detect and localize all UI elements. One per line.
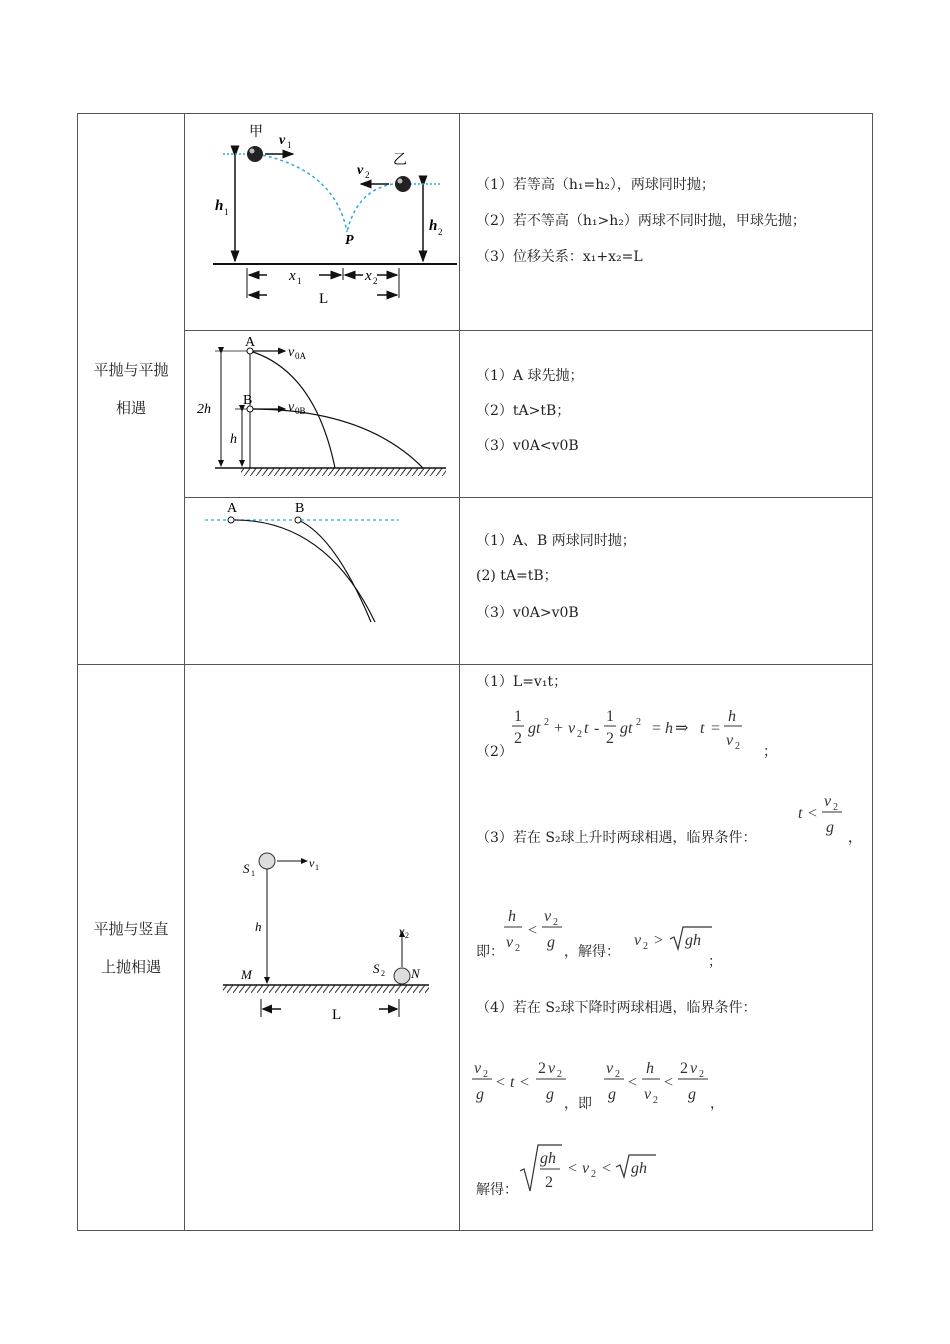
label-v1-sub: 1 [287, 140, 292, 150]
label-x1: x [289, 268, 296, 284]
label-v0B-sub: 0B [295, 406, 306, 416]
formula-7 [518, 1141, 658, 1199]
label-v2-sub: 2 [365, 170, 370, 180]
svg-text:<: < [520, 1074, 530, 1091]
ball-B2 [295, 517, 301, 523]
svg-text:v: v [690, 1060, 698, 1077]
svg-text:2: 2 [544, 717, 549, 728]
ball-A2 [228, 517, 234, 523]
label-v2-2-sub: 2 [405, 931, 409, 940]
s2-line3-end: ， [848, 830, 862, 846]
svg-text:g: g [546, 1086, 554, 1103]
s2-line7: 解得： [476, 1182, 518, 1198]
s2-line2-prefix: （2） [476, 744, 513, 760]
svg-text:2: 2 [577, 729, 582, 740]
r1-line3: （3）位移关系：x₁+x₂=L [476, 249, 643, 265]
svg-text:2: 2 [553, 917, 558, 928]
svg-text:2: 2 [653, 1095, 658, 1106]
r1-line2: （2）若不等高（h₁>h₂）两球不同时抛，甲球先抛； [476, 213, 806, 229]
svg-text:v: v [582, 1160, 590, 1177]
svg-text:<: < [602, 1160, 612, 1177]
section-label-2-line1: 平抛与竖直 [93, 919, 169, 938]
svg-text:2: 2 [833, 802, 838, 813]
svg-text:v: v [506, 934, 514, 951]
svg-text:-: - [594, 720, 600, 737]
trajectory-B2 [298, 520, 371, 622]
label-v0A: v [288, 345, 295, 360]
ball-jia [247, 146, 263, 162]
svg-text:<: < [628, 1074, 638, 1091]
svg-text:<: < [664, 1074, 674, 1091]
svg-text:t: t [700, 720, 705, 737]
ball-S1 [259, 853, 275, 869]
figure-cell-3 [185, 498, 460, 665]
svg-text:2: 2 [557, 1069, 562, 1080]
label-v1: v [279, 133, 286, 148]
figure-cell-2 [185, 331, 460, 498]
label-v2-2: v [399, 924, 405, 938]
label-v1-2: v [309, 856, 315, 870]
section-label-1 [78, 114, 185, 665]
label-B: B [243, 393, 253, 408]
label-N: N [411, 966, 420, 981]
ball-yi [395, 176, 411, 192]
svg-text:2: 2 [538, 1060, 546, 1077]
svg-text:t: t [584, 720, 589, 737]
trajectory-B [250, 409, 423, 468]
svg-text:v: v [548, 1060, 556, 1077]
svg-text:gt: gt [620, 720, 633, 737]
content-table [77, 113, 873, 1231]
figure-cell-1 [185, 114, 460, 331]
section-label-1-line1: 平抛与平抛 [93, 361, 169, 379]
r2-line3: （3）v0A<v0B [476, 438, 579, 454]
svg-text:v: v [726, 732, 734, 749]
svg-text:2: 2 [606, 730, 614, 747]
svg-text:2: 2 [699, 1069, 704, 1080]
svg-text:t: t [510, 1074, 515, 1091]
svg-text:2: 2 [636, 717, 641, 728]
s2-line6-mid: ，即 [564, 1096, 592, 1112]
label-h-2: h [255, 919, 262, 934]
label-L: L [319, 291, 329, 307]
svg-text:<: < [808, 805, 818, 822]
svg-text:v: v [644, 1086, 652, 1103]
svg-text:t: t [798, 805, 803, 822]
svg-text:=: = [711, 720, 721, 737]
label-x2: x [365, 268, 372, 284]
svg-text:<: < [528, 922, 538, 939]
svg-text:h: h [728, 708, 736, 725]
label-M: M [241, 967, 252, 982]
s2-line6-end: ， [710, 1096, 724, 1112]
r1-line1: （1）若等高（h₁=h₂），两球同时抛； [476, 177, 715, 193]
label-h2: h [429, 218, 438, 234]
r2-line2: （2）tA>tB； [476, 403, 571, 419]
text-cell-1 [460, 114, 873, 331]
svg-text:gh: gh [540, 1150, 556, 1167]
label-v1-2-sub: 1 [315, 863, 319, 872]
svg-text:g: g [688, 1086, 696, 1103]
ball-S2 [394, 968, 410, 984]
s2-line4-a: 即： [476, 944, 504, 960]
section-label-2 [78, 665, 185, 1231]
trajectory-A2 [231, 520, 375, 622]
svg-text:v: v [634, 932, 642, 949]
svg-text:<: < [568, 1160, 578, 1177]
svg-text:v: v [824, 793, 832, 810]
svg-text:g: g [608, 1086, 616, 1103]
svg-text:v: v [568, 720, 576, 737]
figure-same-height [185, 498, 459, 660]
label-h: h [230, 432, 237, 447]
text-cell-2 [460, 331, 873, 498]
svg-text:>: > [654, 932, 664, 949]
svg-text:<: < [496, 1074, 506, 1091]
label-S1: S [243, 861, 250, 876]
s2-line3: （3）若在 S₂球上升时两球相遇，临界条件： [476, 830, 757, 846]
svg-text:gh: gh [685, 932, 701, 949]
label-v0B: v [288, 400, 295, 415]
label-v2: v [357, 163, 364, 178]
figure-jia-yi [185, 114, 459, 326]
figure-cell-4 [185, 665, 460, 1231]
text-cell-3 [460, 498, 873, 665]
svg-text:v: v [474, 1060, 482, 1077]
svg-text:v: v [606, 1060, 614, 1077]
label-2h: 2h [197, 402, 211, 417]
label-B2: B [295, 501, 305, 516]
svg-text:g: g [476, 1086, 484, 1103]
svg-text:gt: gt [528, 720, 541, 737]
svg-text:2: 2 [643, 941, 648, 952]
svg-text:⇒: ⇒ [675, 720, 689, 737]
section-label-2-line2: 上抛相遇 [100, 957, 161, 976]
label-h1: h [215, 198, 224, 214]
s2-line4-end: ； [708, 954, 722, 970]
svg-text:2: 2 [591, 1169, 596, 1180]
svg-text:1: 1 [514, 708, 522, 725]
figure-vertical-throw [185, 665, 459, 1226]
label-x1-sub: 1 [297, 276, 302, 286]
svg-text:h: h [665, 720, 673, 737]
r3-line2: (2) tA=tB； [476, 568, 558, 584]
formula-4a [502, 903, 564, 957]
label-jia: 甲 [249, 125, 263, 140]
label-S2: S [373, 961, 380, 976]
label-S1-sub: 1 [251, 869, 255, 878]
formula-2 [508, 697, 778, 757]
svg-text:2: 2 [483, 1069, 488, 1080]
trajectory-yi [347, 184, 393, 232]
formula-3 [796, 790, 846, 840]
section-label-1-line2: 相遇 [115, 399, 146, 417]
label-S2-sub: 2 [381, 969, 385, 978]
label-yi: 乙 [393, 153, 407, 168]
formula-4b [632, 923, 714, 959]
s2-line5: （4）若在 S₂球下降时两球相遇，临界条件： [476, 1000, 757, 1016]
svg-text:2: 2 [515, 943, 520, 954]
r2-line1: （1）A 球先抛； [476, 368, 584, 384]
trajectory-jia [257, 154, 347, 232]
svg-text:g: g [547, 934, 555, 951]
svg-text:1: 1 [606, 708, 614, 725]
svg-text:g: g [826, 819, 834, 836]
formula-6a [468, 1055, 568, 1109]
svg-text:gh: gh [631, 1160, 647, 1177]
r3-line1: （1）A、B 两球同时抛； [476, 533, 636, 549]
svg-text:=: = [652, 720, 662, 737]
label-v0A-sub: 0A [295, 351, 306, 361]
label-x2-sub: 2 [373, 276, 378, 286]
s2-line2-suffix: ； [763, 744, 777, 760]
svg-text:+: + [554, 720, 564, 737]
label-A: A [245, 335, 256, 350]
figure-a-first [185, 331, 459, 493]
label-h1-sub: 1 [224, 207, 229, 217]
formula-6b [602, 1055, 712, 1109]
svg-text:h: h [508, 908, 516, 925]
label-h2-sub: 2 [438, 227, 443, 237]
label-L-2: L [332, 1007, 342, 1023]
svg-text:v: v [544, 908, 552, 925]
label-P: P [345, 233, 354, 248]
ground-hatch-2 [223, 985, 429, 993]
svg-text:2: 2 [680, 1060, 688, 1077]
svg-text:2: 2 [514, 730, 522, 747]
text-cell-4 [460, 665, 873, 1231]
svg-text:2: 2 [545, 1174, 553, 1191]
ground-hatch [241, 468, 446, 476]
r3-line3: （3）v0A>v0B [476, 605, 579, 621]
s2-line1: （1）L=v₁t； [476, 674, 568, 690]
svg-text:h: h [646, 1060, 654, 1077]
svg-text:2: 2 [735, 741, 740, 752]
label-A2: A [227, 501, 238, 516]
s2-line4-b: ，解得： [564, 944, 620, 960]
svg-text:2: 2 [615, 1069, 620, 1080]
